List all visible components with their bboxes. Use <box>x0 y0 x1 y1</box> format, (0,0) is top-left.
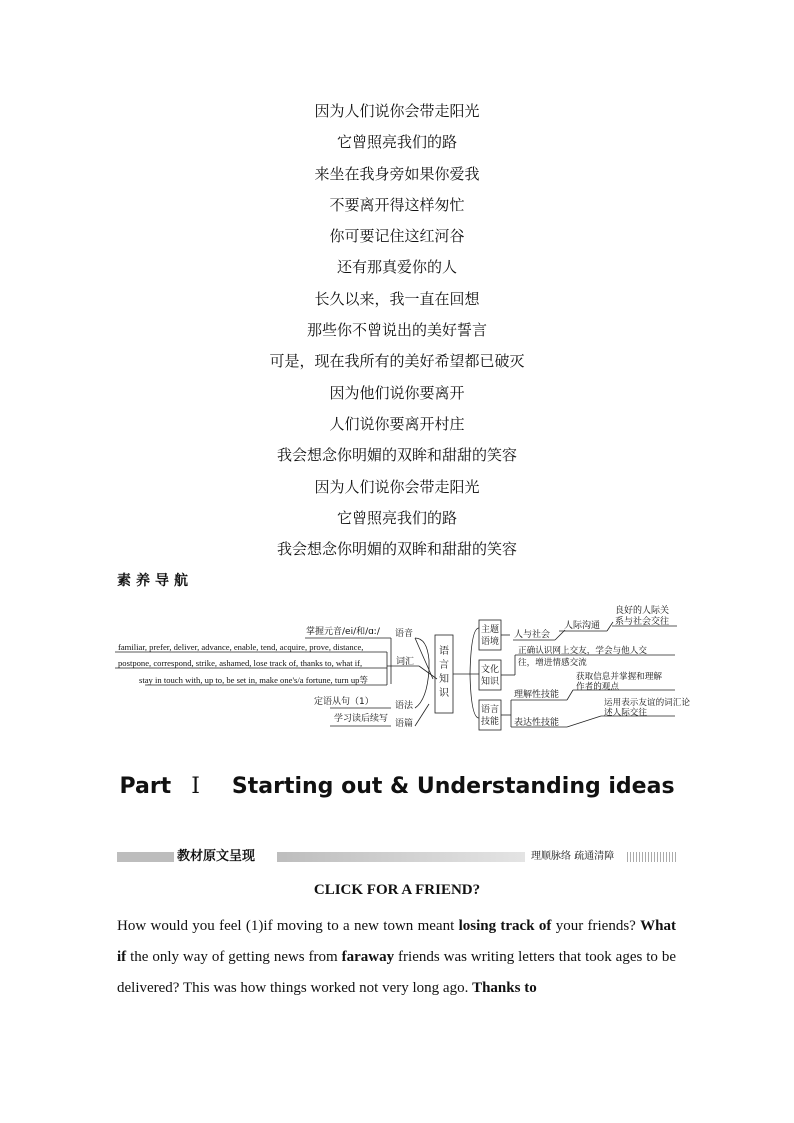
key-phrase: What if <box>117 918 676 965</box>
poem-line: 来坐在我身旁如果你爱我 <box>314 164 480 183</box>
knowledge-mindmap <box>115 600 690 735</box>
right-categories <box>481 623 500 727</box>
key-phrase: faraway <box>341 949 395 965</box>
right-category-label: 文化 <box>481 665 500 675</box>
article-text: friends was writing letters that took ages to be delivered? This was how things worked not very long ago. <box>117 949 676 996</box>
topic-sub: 人与社会 <box>514 630 551 640</box>
section-heading-navigation: 素养导航 <box>117 573 193 589</box>
poem-line: 可是，现在我所有的美好希望都已破灭 <box>269 352 525 371</box>
banner-bar-right <box>627 852 677 862</box>
part-heading: Starting out & Understanding ideas <box>231 774 675 799</box>
article-title: CLICK FOR A FRIEND? <box>313 882 481 898</box>
poem-line: 我会想念你明媚的双眸和甜甜的笑容 <box>276 446 517 465</box>
skill-productive-detail-1: 运用表示友谊的词汇论 <box>604 698 690 708</box>
part-roman: Ⅰ <box>191 774 200 799</box>
poem-line: 它曾照亮我们的路 <box>336 508 457 527</box>
poem-line: 因为人们说你会带走阳光 <box>314 102 480 120</box>
center-label <box>439 645 450 699</box>
skill-receptive: 理解性技能 <box>514 690 560 700</box>
article-text: the only way of getting news from <box>126 949 342 965</box>
article-text: How would you feel (1)if moving to a new town meant <box>117 918 459 934</box>
key-phrase: losing track of <box>458 918 552 934</box>
article-text: your friends? <box>551 918 641 934</box>
poem-line: 它曾照亮我们的路 <box>336 133 457 152</box>
category-discourse: 语篇 <box>395 719 414 729</box>
banner-bar-left <box>117 852 174 862</box>
topic-detail-2: 系与社会交往 <box>615 617 670 627</box>
vocab-line-1: familiar, prefer, deliver, advance, enable, tend, acquire, prove, distance, <box>118 642 364 652</box>
banner-bar-mid <box>277 852 525 862</box>
right-category-label: 主题 <box>481 625 500 635</box>
poem-line: 那些你不曾说出的美好誓言 <box>306 321 487 340</box>
right-category-label: 语言 <box>481 705 500 715</box>
poem-line: 你可要记住这红河谷 <box>329 227 465 246</box>
skill-receptive-detail-2: 作者的观点 <box>576 682 619 692</box>
article-body <box>117 911 676 1004</box>
poem-line: 因为他们说你要离开 <box>329 383 465 402</box>
topic-detail-1: 良好的人际关 <box>615 606 670 616</box>
right-category-label: 技能 <box>481 717 500 727</box>
poem-line: 不要离开得这样匆忙 <box>329 195 465 214</box>
right-category-label: 语境 <box>481 637 500 647</box>
skill-receptive-detail-1: 获取信息并掌握和理解 <box>576 672 662 682</box>
culture-detail-1: 正确认识网上交友，学会与他人交 <box>518 646 647 656</box>
skill-productive-detail-2: 述人际交往 <box>604 708 647 718</box>
banner-subtitle: 理顺脉络 疏通清障 <box>531 851 615 862</box>
poem-line: 因为人们说你会带走阳光 <box>314 477 480 496</box>
banner-title: 教材原文呈现 <box>177 849 256 864</box>
poem-line: 长久以来，我一直在回想 <box>314 289 480 308</box>
phonetics-item: 掌握元音/ei/和/ɑː/ <box>306 627 380 637</box>
section-banner <box>117 848 677 866</box>
topic-sub2: 人际沟通 <box>564 621 601 631</box>
vocab-line-3: stay in touch with, up to, be set in, make one's/a fortune, turn up等 <box>139 675 369 685</box>
poem-line: 我会想念你明媚的双眸和甜甜的笑容 <box>276 540 517 559</box>
center-label-char: 知 <box>439 674 449 685</box>
grammar-item: 定语从句（1） <box>314 697 374 707</box>
part-label: Part <box>119 774 172 799</box>
skill-productive: 表达性技能 <box>514 718 560 728</box>
poem-line: 人们说你要离开村庄 <box>329 414 465 433</box>
category-vocabulary: 词汇 <box>396 657 415 667</box>
discourse-item: 学习读后续写 <box>334 714 389 724</box>
culture-detail-2: 往，增进情感交流 <box>518 658 587 668</box>
part-title <box>0 774 794 799</box>
poem-line: 还有那真爱你的人 <box>336 258 457 277</box>
vocab-line-2: postpone, correspond, strike, ashamed, lose track of, thanks to, what if, <box>118 658 363 668</box>
poem <box>0 96 794 565</box>
right-category-label: 知识 <box>481 677 500 687</box>
center-label-char: 言 <box>439 660 449 671</box>
center-label-char: 识 <box>439 688 449 699</box>
category-grammar: 语法 <box>395 701 414 711</box>
key-phrase: Thanks to <box>472 980 537 996</box>
center-label-char: 语 <box>439 646 449 657</box>
category-phonetics: 语音 <box>395 629 414 639</box>
